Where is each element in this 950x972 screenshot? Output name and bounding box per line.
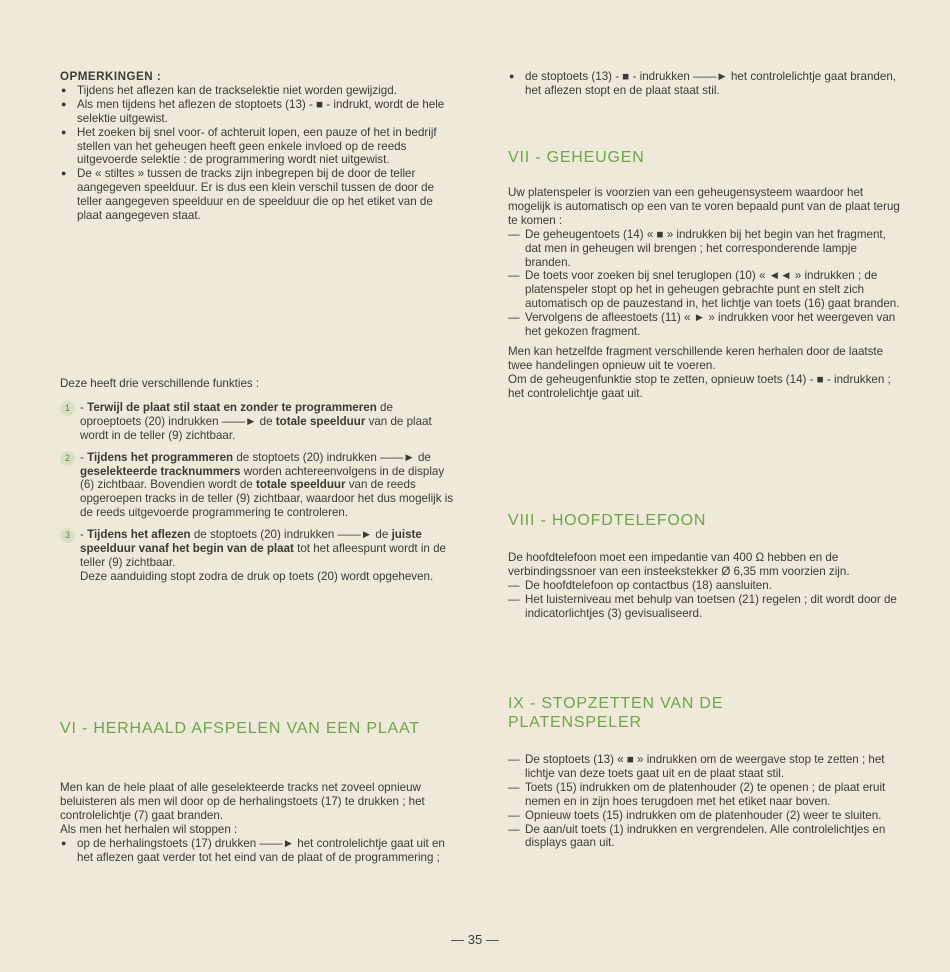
section-ix <box>508 694 808 732</box>
bullet-icon: ● <box>61 126 67 137</box>
section-vii-title: VII - GEHEUGEN <box>508 149 645 166</box>
page-number: — 35 — <box>451 932 499 947</box>
section-vii-paragraph: Om de geheugenfunktie stop te zetten, opnieuw toets (14) - ■ - indrukken ; het controlelichtje gaat uit. <box>508 372 891 400</box>
section-vi-paragraph: Als men het herhalen wil stoppen : <box>60 822 238 836</box>
section-vi-paragraph: Men kan de hele plaat of alle geselekteerde tracks net zoveel opnieuw beluisteren als men wil door op de herhalingstoets (17) te drukken ; het controlelichtje (7) gaat branden. <box>60 781 425 822</box>
section-vi <box>60 719 455 738</box>
remarks-section <box>60 70 455 223</box>
top-bullet-block <box>508 70 903 98</box>
section-vii <box>508 148 903 167</box>
function-item-2: 2 - Tijdens het programmeren de stoptoets (20) indrukken ——► de geselekteerde tracknummers worden achtereenvolgens in de display (6) zichtbaar. Bovendien wordt de totale speelduur van de reeds opgeroepen tracks in de teller (9) zichtbaar, waardoor het dus mogelijk is de reeds uitgevoerde programmering te controleren. <box>60 451 455 521</box>
number-badge: 3 <box>60 528 75 543</box>
section-vi-bullet: ● op de herhalingstoets (17) drukken ——► het controlelichtje gaat uit en het aflezen gaat verder tot het eind van de plaat of de programmering ; <box>61 836 445 864</box>
section-vi-body <box>60 781 455 864</box>
remark-item: ● Als men tijdens het aflezen de stoptoets (13) - ■ - indrukt, wordt de hele selektie uitgewist. <box>61 97 445 125</box>
functions-section <box>60 377 455 584</box>
section-ix-body <box>508 753 903 850</box>
section-vi-title: VI - HERHAALD AFSPELEN VAN EEN PLAAT <box>60 720 420 737</box>
section-vii-body <box>508 186 903 401</box>
bullet-icon: ● <box>61 168 67 179</box>
section-viii-intro: De hoofdtelefoon moet een impedantie van 400 Ω hebben en de verbindingssnoer van een insteekstekker Ø 6,35 mm voorzien zijn. <box>508 551 850 578</box>
section-viii-item: — Het luisterniveau met behulp van toetsen (21) regelen ; dit wordt door de indicatorlichtjes (3) gevisualiseerd. <box>508 592 897 620</box>
section-vii-intro: Uw platenspeler is voorzien van een geheugensysteem waardoor het mogelijk is automatisch op een van te voren bepaald punt van de plaat terug te komen : <box>508 186 900 227</box>
section-ix-item: — De stoptoets (13) « ■ » indrukken om de weergave stop te zetten ; het lichtje van deze toets gaat uit en de plaat staat stil. <box>508 753 885 780</box>
remark-item: ● De « stiltes » tussen de tracks zijn inbegrepen bij de door de teller aangegeven speelduur. Er is dus een klein verschil tussen de door de teller aangegeven speelduur en de speelduur die op het etiket van de plaat aangegeven staat. <box>61 167 435 223</box>
function-item-3: 3 - Tijdens het aflezen de stoptoets (20) indrukken ——► de juiste speelduur vanaf het begin van de plaat tot het afleespunt wordt in de teller (9) zichtbaar. Deze aanduiding stopt zodra de druk op toets (20) wordt opgeheven. <box>60 528 455 584</box>
remark-item: ● Tijdens het aflezen kan de trackselektie niet worden gewijzigd. <box>61 83 397 97</box>
number-badge: 1 <box>60 401 75 416</box>
section-vii-item: — Vervolgens de afleestoets (11) « ► » indrukken voor het weergeven van het gekozen fragment. <box>508 311 896 339</box>
section-viii <box>508 511 903 530</box>
section-ix-item: — Opnieuw toets (15) indrukken om de platenhouder (2) weer te sluiten. <box>508 808 882 822</box>
section-ix-item: — De aan/uit toets (1) indrukken en vergrendelen. Alle controlelichtjes en displays gaan uit. <box>508 822 886 850</box>
section-viii-item: — De hoofdtelefoon op contactbus (18) aansluiten. <box>508 578 772 592</box>
bullet-icon: ● <box>61 837 67 848</box>
remark-item: ● Het zoeken bij snel voor- of achteruit lopen, een pauze of het in bedrijf stellen van het geheugen heeft geen enkele invloed op de reeds uitgevoerde selektie : de programmering wordt niet uitgewist. <box>61 125 437 167</box>
section-viii-body <box>508 551 903 621</box>
bullet-icon: ● <box>61 98 67 109</box>
function-item-1: 1 - Terwijl de plaat stil staat en zonder te programmeren de oproeptoets (20) indrukken ——► de totale speelduur van de plaat wordt in de teller (9) zichtbaar. <box>60 401 455 443</box>
section-viii-title: VIII - HOOFDTELEFOON <box>508 512 707 529</box>
section-vii-paragraph: Men kan hetzelfde fragment verschillende keren herhalen door de laatste twee handelingen opnieuw uit te voeren. <box>508 344 884 372</box>
bullet-icon: ● <box>61 84 67 95</box>
functions-intro: Deze heeft drie verschillende funkties : <box>60 377 260 390</box>
section-ix-item: — Toets (15) indrukken om de platenhouder (2) te openen ; de plaat eruit nemen en in zijn hoes terugdoen met het etiket naar boven. <box>508 780 886 808</box>
section-ix-title: IX - STOPZETTEN VAN DE PLATENSPELER <box>508 695 724 731</box>
section-vii-item: — De toets voor zoeken bij snel teruglopen (10) « ◄◄ » indrukken ; de platenspeler stopt op het in geheugen gebrachte punt en stelt zich automatisch op de pauzestand in, het lichtje van toets (16) gaat branden. <box>508 269 900 311</box>
section-vii-item: — De geheugentoets (14) « ■ » indrukken bij het begin van het fragment, dat men in geheugen wil brengen ; het corresponderende lampje branden. <box>508 227 886 269</box>
number-badge: 2 <box>60 451 75 466</box>
top-bullet: ● de stoptoets (13) - ■ - indrukken ——► het controlelichtje gaat branden, het aflezen stopt en de plaat staat stil. <box>509 70 896 97</box>
function-note: Deze aanduiding stopt zodra de druk op toets (20) wordt opgeheven. <box>80 569 434 583</box>
bullet-icon: ● <box>509 71 515 81</box>
remarks-title: OPMERKINGEN : <box>60 70 162 83</box>
